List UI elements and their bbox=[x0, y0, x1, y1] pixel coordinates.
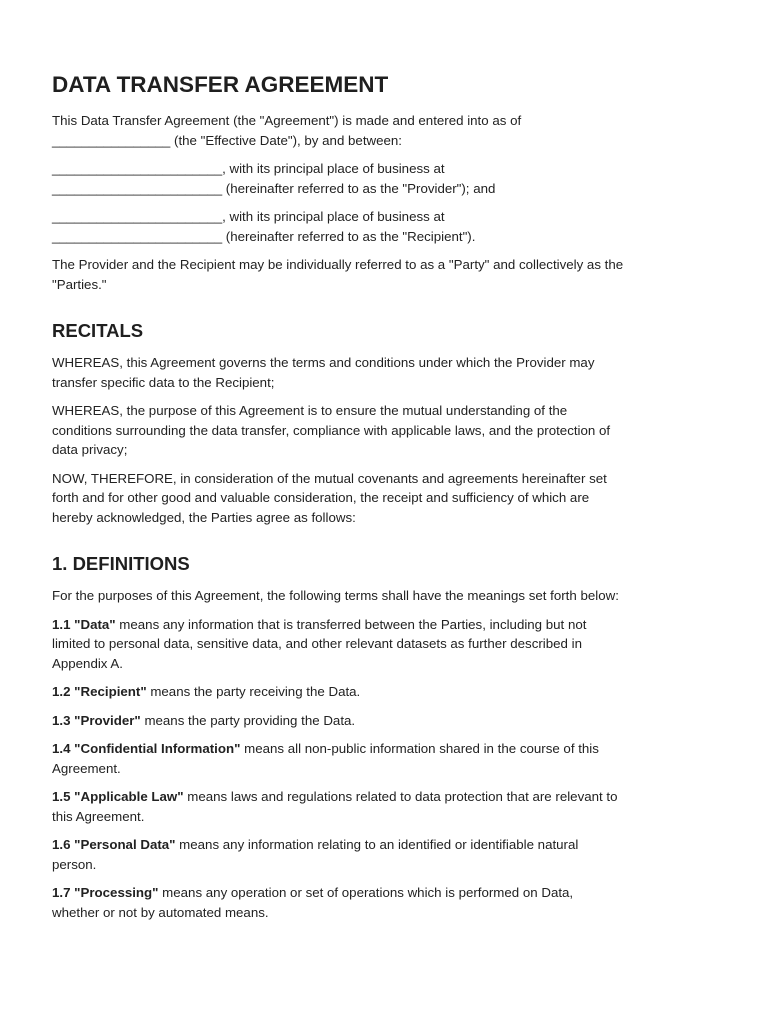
parties-paragraph bbox=[52, 255, 724, 294]
recital-line: WHEREAS, this Agreement governs the terms and conditions under which the Provider may bbox=[52, 355, 595, 370]
definition-item bbox=[52, 615, 724, 674]
definitions-heading: 1. DEFINITIONS bbox=[52, 553, 190, 574]
recital-line: WHEREAS, the purpose of this Agreement is to ensure the mutual understanding of the bbox=[52, 403, 568, 418]
definition-text: means any operation or set of operations which is performed on Data, bbox=[158, 885, 574, 900]
definition-text: means any information that is transferred between the Parties, including but not bbox=[115, 616, 587, 632]
definition-term: 1.7 "Processing" bbox=[52, 885, 159, 900]
definition-text: means laws and regulations related to data protection that are relevant to bbox=[183, 789, 618, 804]
recital-line: forth and for other good and valuable consideration, the receipt and sufficiency of which are bbox=[52, 490, 590, 505]
definition-text: this Agreement. bbox=[52, 808, 145, 824]
definition-text: whether or not by automated means. bbox=[52, 904, 269, 920]
definition-item bbox=[52, 711, 724, 731]
definitions-intro: For the purposes of this Agreement, the following terms shall have the meanings set forth below: bbox=[52, 588, 619, 603]
definition-text: means the party providing the Data. bbox=[140, 712, 356, 728]
definition-term: 1.1 "Data" bbox=[52, 616, 116, 632]
recital-line: transfer specific data to the Recipient; bbox=[52, 374, 275, 390]
definition-text: Appendix A. bbox=[52, 655, 123, 671]
section-spacer bbox=[52, 303, 724, 319]
recital-line: data privacy; bbox=[52, 442, 128, 457]
definition-term: 1.2 "Recipient" bbox=[52, 684, 147, 699]
parties-line: The Provider and the Recipient may be individually referred to as a "Party" and collectively as the bbox=[52, 257, 624, 272]
definition-item bbox=[52, 682, 724, 702]
section-spacer bbox=[52, 536, 724, 552]
recital-paragraph bbox=[52, 401, 724, 460]
definition-item bbox=[52, 787, 724, 826]
definition-text: Agreement. bbox=[52, 760, 121, 776]
recital-paragraph bbox=[52, 353, 724, 392]
intro-paragraph bbox=[52, 111, 724, 150]
definition-text: means all non-public information shared in the course of this bbox=[240, 741, 599, 756]
definition-term: 1.5 "Applicable Law" bbox=[52, 789, 184, 804]
definition-text: person. bbox=[52, 856, 97, 872]
recital-line: conditions surrounding the data transfer, compliance with applicable laws, and the protection of bbox=[52, 422, 611, 438]
recipient-line: _______________________, with its principal place of business at bbox=[52, 209, 445, 224]
provider-line: _______________________, with its principal place of business at bbox=[52, 161, 445, 176]
definition-text: means the party receiving the Data. bbox=[146, 684, 361, 699]
recipient-line: _______________________ (hereinafter referred to as the "Recipient"). bbox=[52, 228, 476, 244]
definition-term: 1.3 "Provider" bbox=[52, 712, 141, 728]
recital-paragraph bbox=[52, 469, 724, 528]
parties-line: "Parties." bbox=[52, 276, 107, 292]
definition-item bbox=[52, 739, 724, 778]
definition-item bbox=[52, 883, 724, 922]
provider-paragraph bbox=[52, 159, 724, 198]
definition-text: means any information relating to an identified or identifiable natural bbox=[175, 837, 579, 852]
recital-line: NOW, THEREFORE, in consideration of the mutual covenants and agreements hereinafter set bbox=[52, 470, 607, 486]
document-page bbox=[52, 70, 724, 931]
recital-line: hereby acknowledged, the Parties agree as follows: bbox=[52, 509, 356, 525]
definition-text: limited to personal data, sensitive data, and other relevant datasets as further described in bbox=[52, 636, 582, 651]
definition-term: 1.4 "Confidential Information" bbox=[52, 741, 241, 756]
intro-line: This Data Transfer Agreement (the "Agreement") is made and entered into as of bbox=[52, 113, 522, 128]
intro-line: ________________ (the "Effective Date"), by and between: bbox=[52, 132, 402, 148]
provider-line: _______________________ (hereinafter referred to as the "Provider"); and bbox=[52, 180, 496, 196]
recitals-heading: RECITALS bbox=[52, 320, 144, 341]
document-title: DATA TRANSFER AGREEMENT bbox=[52, 72, 389, 97]
definition-item bbox=[52, 835, 724, 874]
recipient-paragraph bbox=[52, 207, 724, 246]
definition-term: 1.6 "Personal Data" bbox=[52, 837, 176, 852]
